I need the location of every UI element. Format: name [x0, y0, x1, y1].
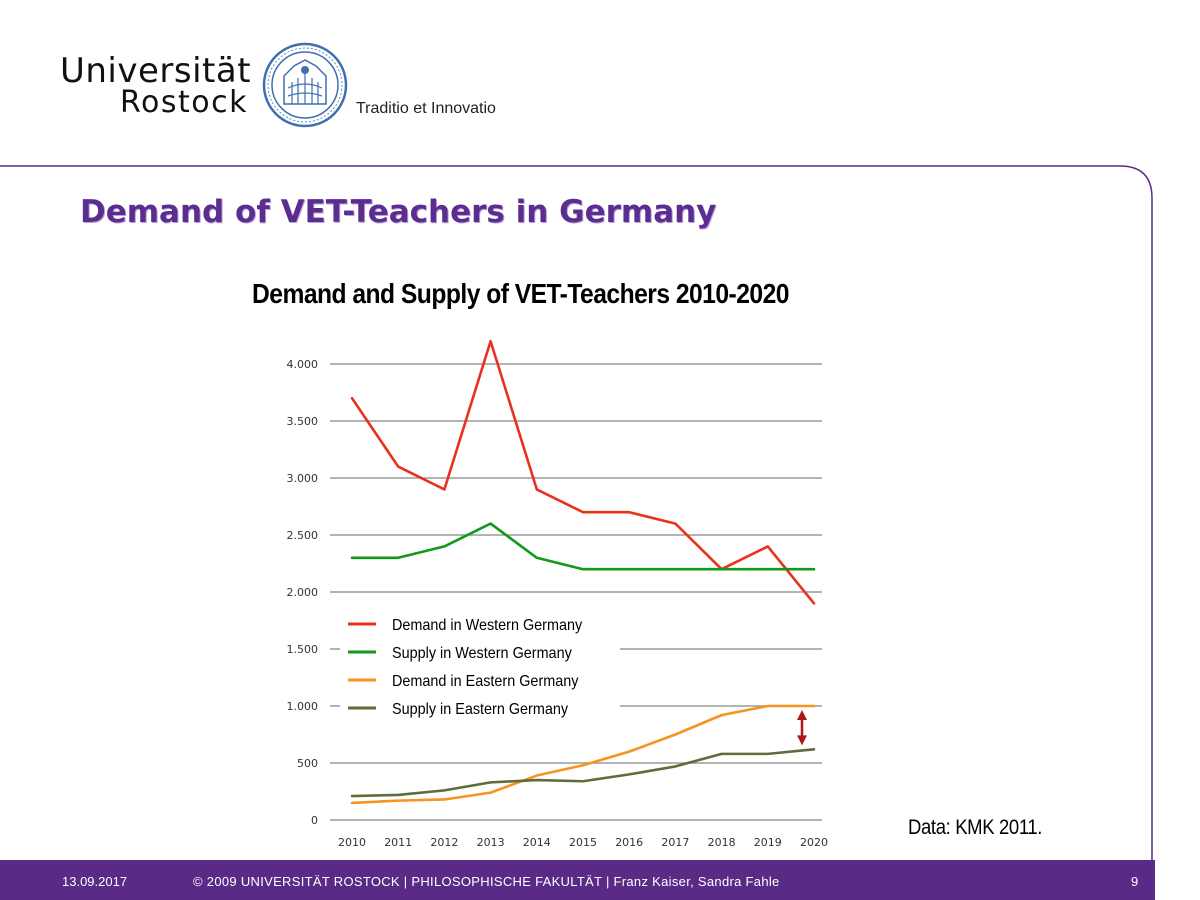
y-tick-label: 3.000	[286, 472, 318, 485]
x-tick-label: 2011	[384, 836, 413, 849]
x-tick-label: 2010	[338, 836, 366, 849]
footer-bar	[0, 860, 1155, 900]
x-tick-label: 2015	[569, 836, 597, 849]
chart-title: Demand and Supply of VET-Teachers 2010-2020	[252, 278, 789, 309]
x-tick-label: 2014	[522, 836, 551, 849]
university-logo-text	[60, 51, 252, 120]
series-lines	[352, 341, 814, 803]
y-tick-label: 1.000	[286, 700, 318, 713]
x-tick-label: 2017	[661, 836, 690, 849]
x-tick-label: 2013	[476, 836, 505, 849]
university-seal-icon	[262, 42, 348, 128]
y-tick-label: 2.500	[286, 529, 318, 542]
footer-date: 13.09.2017	[62, 874, 128, 889]
y-tick-label: 0	[311, 814, 318, 827]
series-line-1	[352, 341, 814, 603]
header	[0, 0, 1200, 165]
legend-label: Demand in Eastern Germany	[392, 672, 579, 691]
gap-annotation	[797, 710, 807, 745]
university-name-line1: Universität	[60, 51, 252, 91]
x-tick-label: 2012	[430, 836, 459, 849]
y-axis-ticks	[287, 358, 319, 827]
gap-arrow-head-bottom	[797, 735, 807, 745]
series-line-2	[352, 524, 814, 570]
y-tick-label: 500	[297, 757, 318, 770]
line-chart	[260, 330, 860, 860]
series-line-4	[352, 749, 814, 796]
data-source: Data: KMK 2011.	[908, 816, 1043, 839]
legend	[340, 606, 620, 724]
page-number: 9	[1131, 874, 1139, 889]
x-tick-label: 2016	[615, 836, 644, 849]
y-tick-label: 4.000	[286, 358, 318, 371]
y-tick-label: 1.500	[286, 643, 318, 656]
y-tick-label: 2.000	[286, 586, 318, 599]
university-motto: Traditio et Innovatio	[356, 100, 496, 117]
footer-copyright: © 2009 UNIVERSITÄT ROSTOCK | PHILOSOPHISCHE FAKULTÄT | Franz Kaiser, Sandra Fahle	[193, 874, 780, 889]
x-tick-label: 2020	[800, 836, 828, 849]
gridlines	[330, 364, 822, 820]
x-axis-ticks	[338, 836, 828, 849]
legend-label: Demand in Western Germany	[392, 616, 583, 635]
legend-label: Supply in Western Germany	[392, 644, 572, 663]
x-tick-label: 2019	[753, 836, 782, 849]
y-tick-label: 3.500	[286, 415, 318, 428]
legend-label: Supply in Eastern Germany	[392, 700, 569, 719]
university-name-line2: Rostock	[120, 85, 248, 120]
slide-title: Demand of VET-Teachers in Germany	[80, 194, 717, 230]
gap-arrow-head-top	[797, 710, 807, 720]
x-tick-label: 2018	[707, 836, 736, 849]
